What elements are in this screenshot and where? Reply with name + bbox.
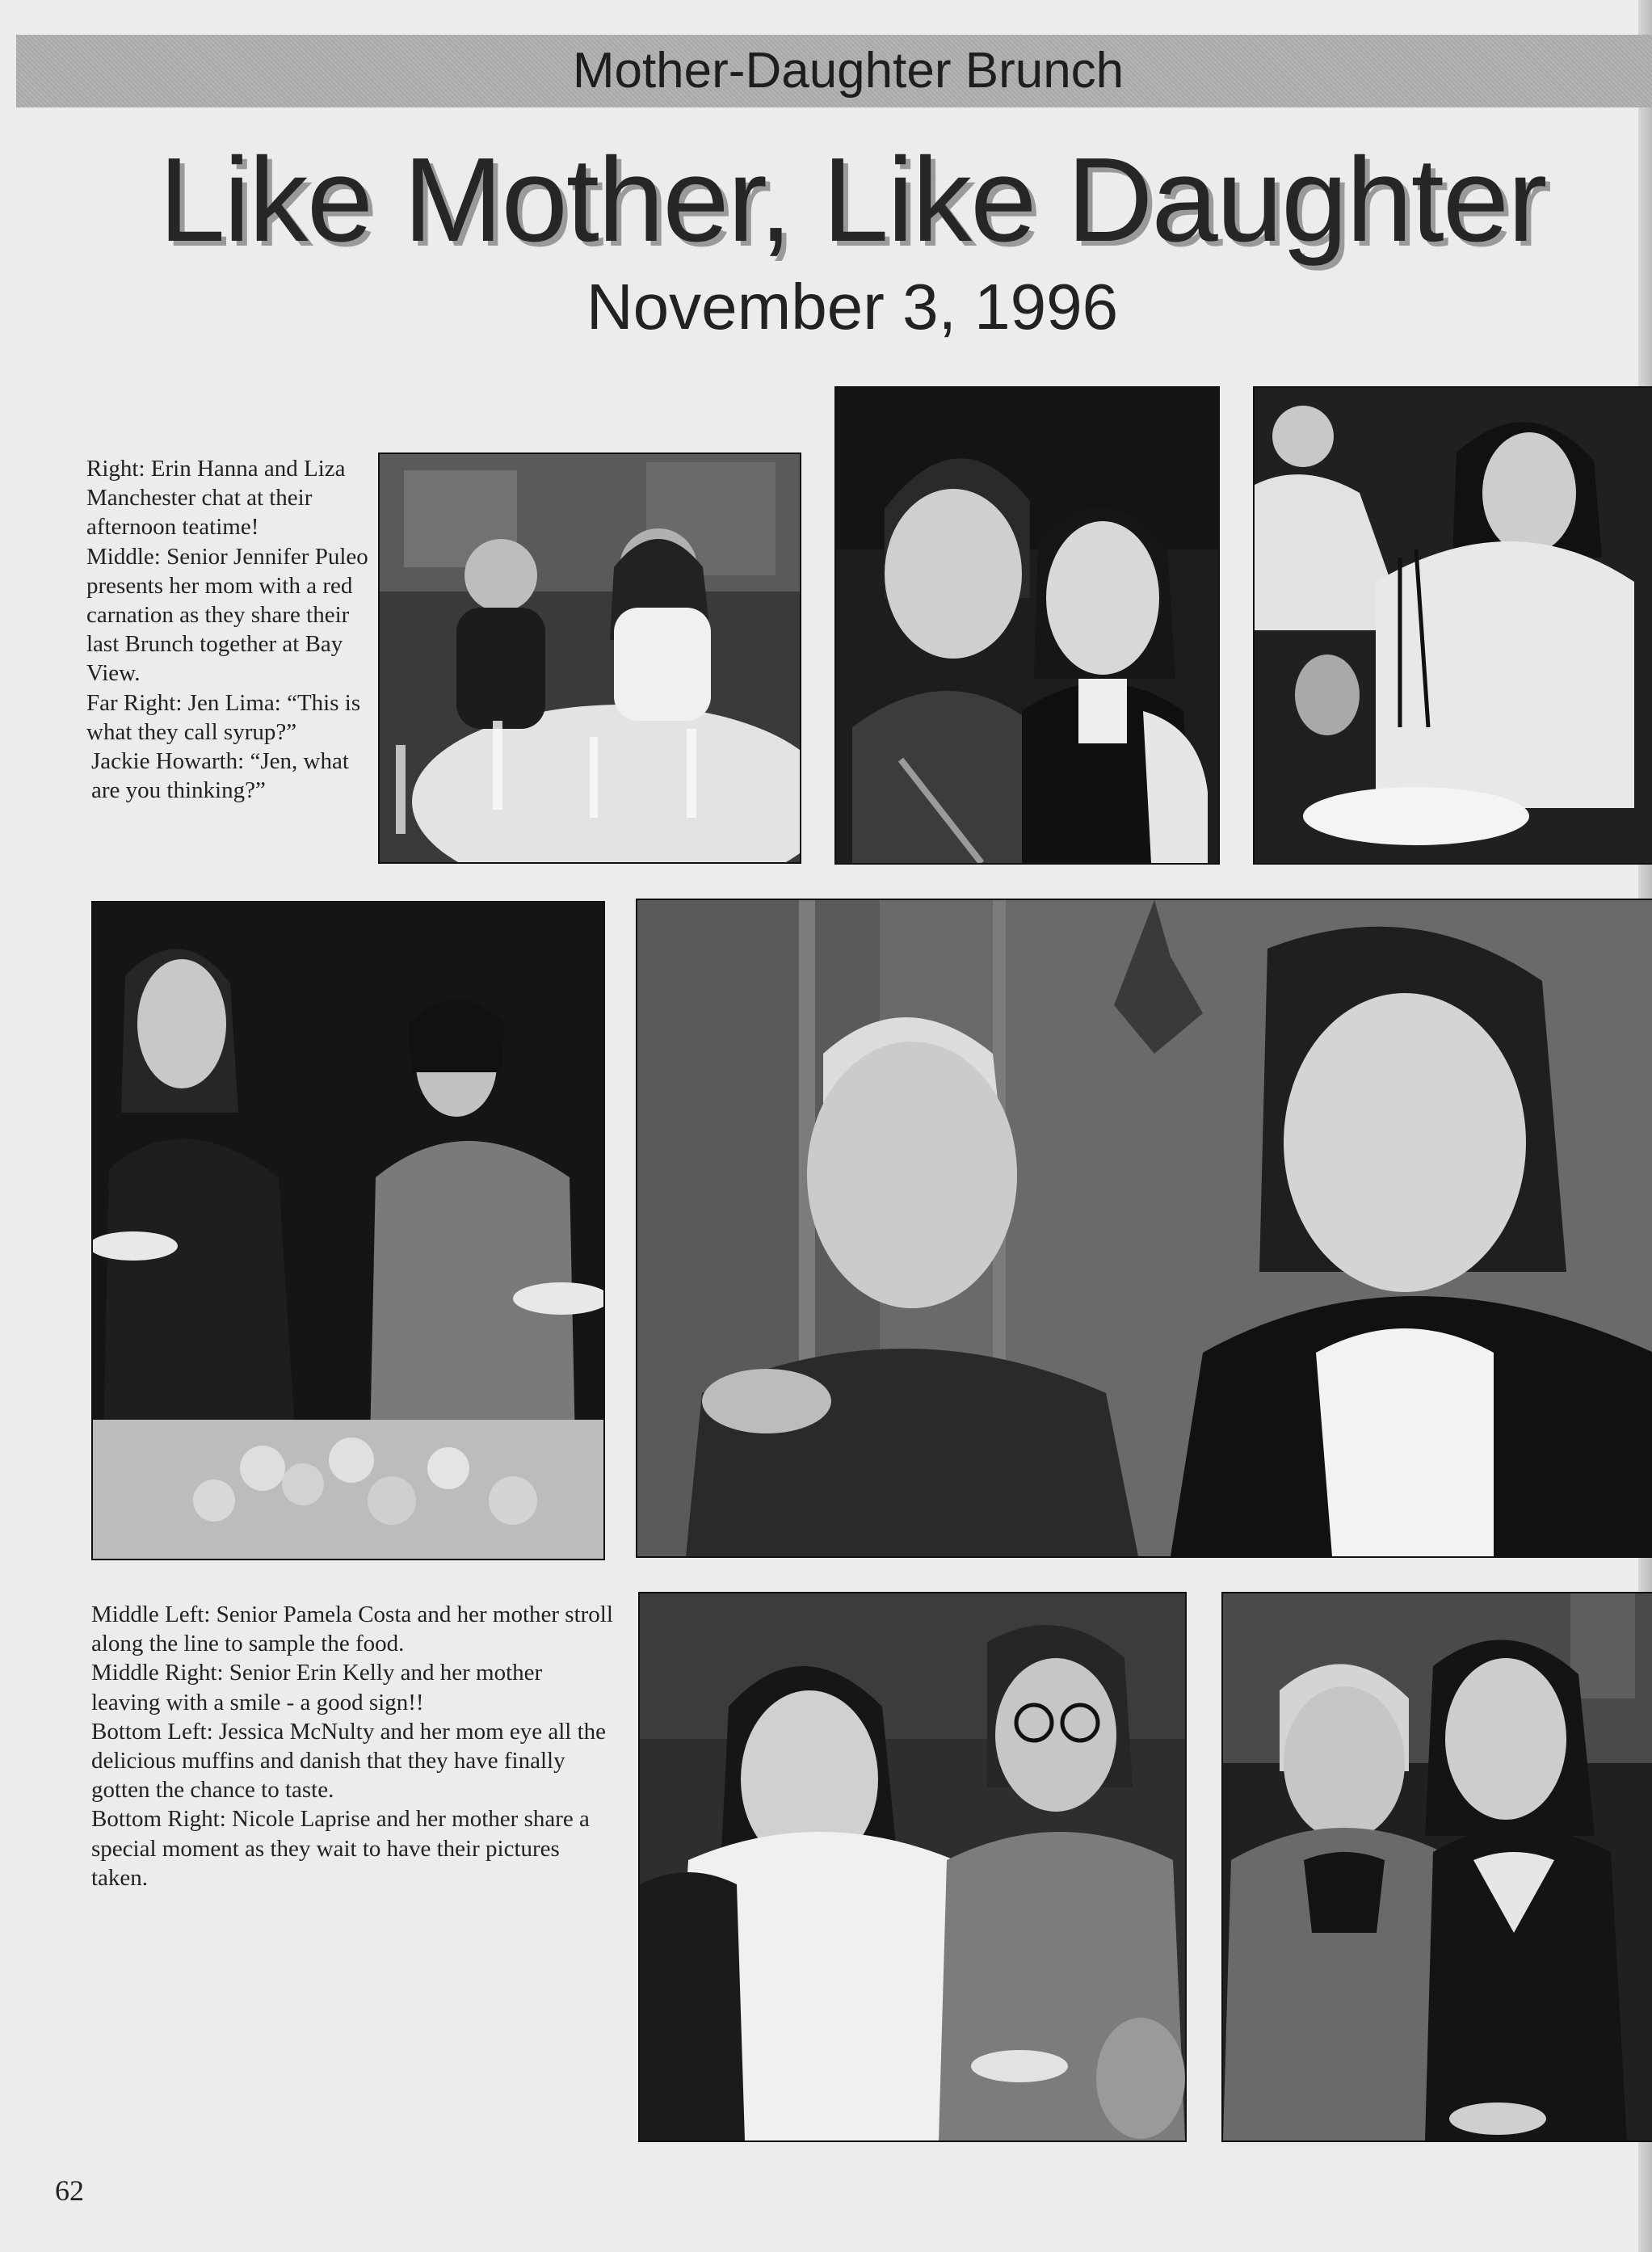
photo-muffins-danish	[638, 1592, 1187, 2142]
page-title: Like Mother, Like Daughter	[158, 133, 1546, 267]
caption-line: Bottom Left: Jessica McNulty and her mom eye all the delicious muffins and danish that they have finally gotten the chance to taste.	[91, 1718, 607, 1804]
caption-line: Middle: Senior Jennifer Puleo presents her mom with a red carnation as they share their last Brunch together at Bay View.	[86, 543, 368, 687]
caption-line: Far Right: Jen Lima: “This is what they call syrup?”	[86, 689, 361, 745]
caption-bottom	[91, 1600, 616, 1892]
photo-syrup	[1253, 386, 1652, 865]
photo-table-chat	[378, 453, 801, 864]
caption-line: Bottom Right: Nicole Laprise and her mother share a special moment as they wait to have their pictures taken.	[91, 1806, 590, 1891]
caption-line: Right: Erin Hanna and Liza Manchester chat at their afternoon teatime!	[86, 456, 346, 541]
page-number: 62	[55, 2174, 84, 2207]
photo-mother-daughter-carnation	[834, 386, 1220, 865]
event-date: November 3, 1996	[586, 271, 1119, 343]
caption-line: Middle Left: Senior Pamela Costa and her mother stroll along the line to sample the food.	[91, 1602, 613, 1657]
caption-top	[86, 454, 369, 805]
photo-buffet-line	[91, 901, 605, 1560]
photo-leaving-smile	[636, 899, 1652, 1558]
caption-line: Jackie Howarth: “Jen, what are you thinking?”	[91, 748, 349, 804]
caption-line: Middle Right: Senior Erin Kelly and her mother leaving with a smile - a good sign!!	[91, 1660, 543, 1715]
photo-pictures-taken	[1221, 1592, 1652, 2142]
section-banner	[16, 35, 1652, 107]
section-title: Mother-Daughter Brunch	[572, 43, 1124, 99]
